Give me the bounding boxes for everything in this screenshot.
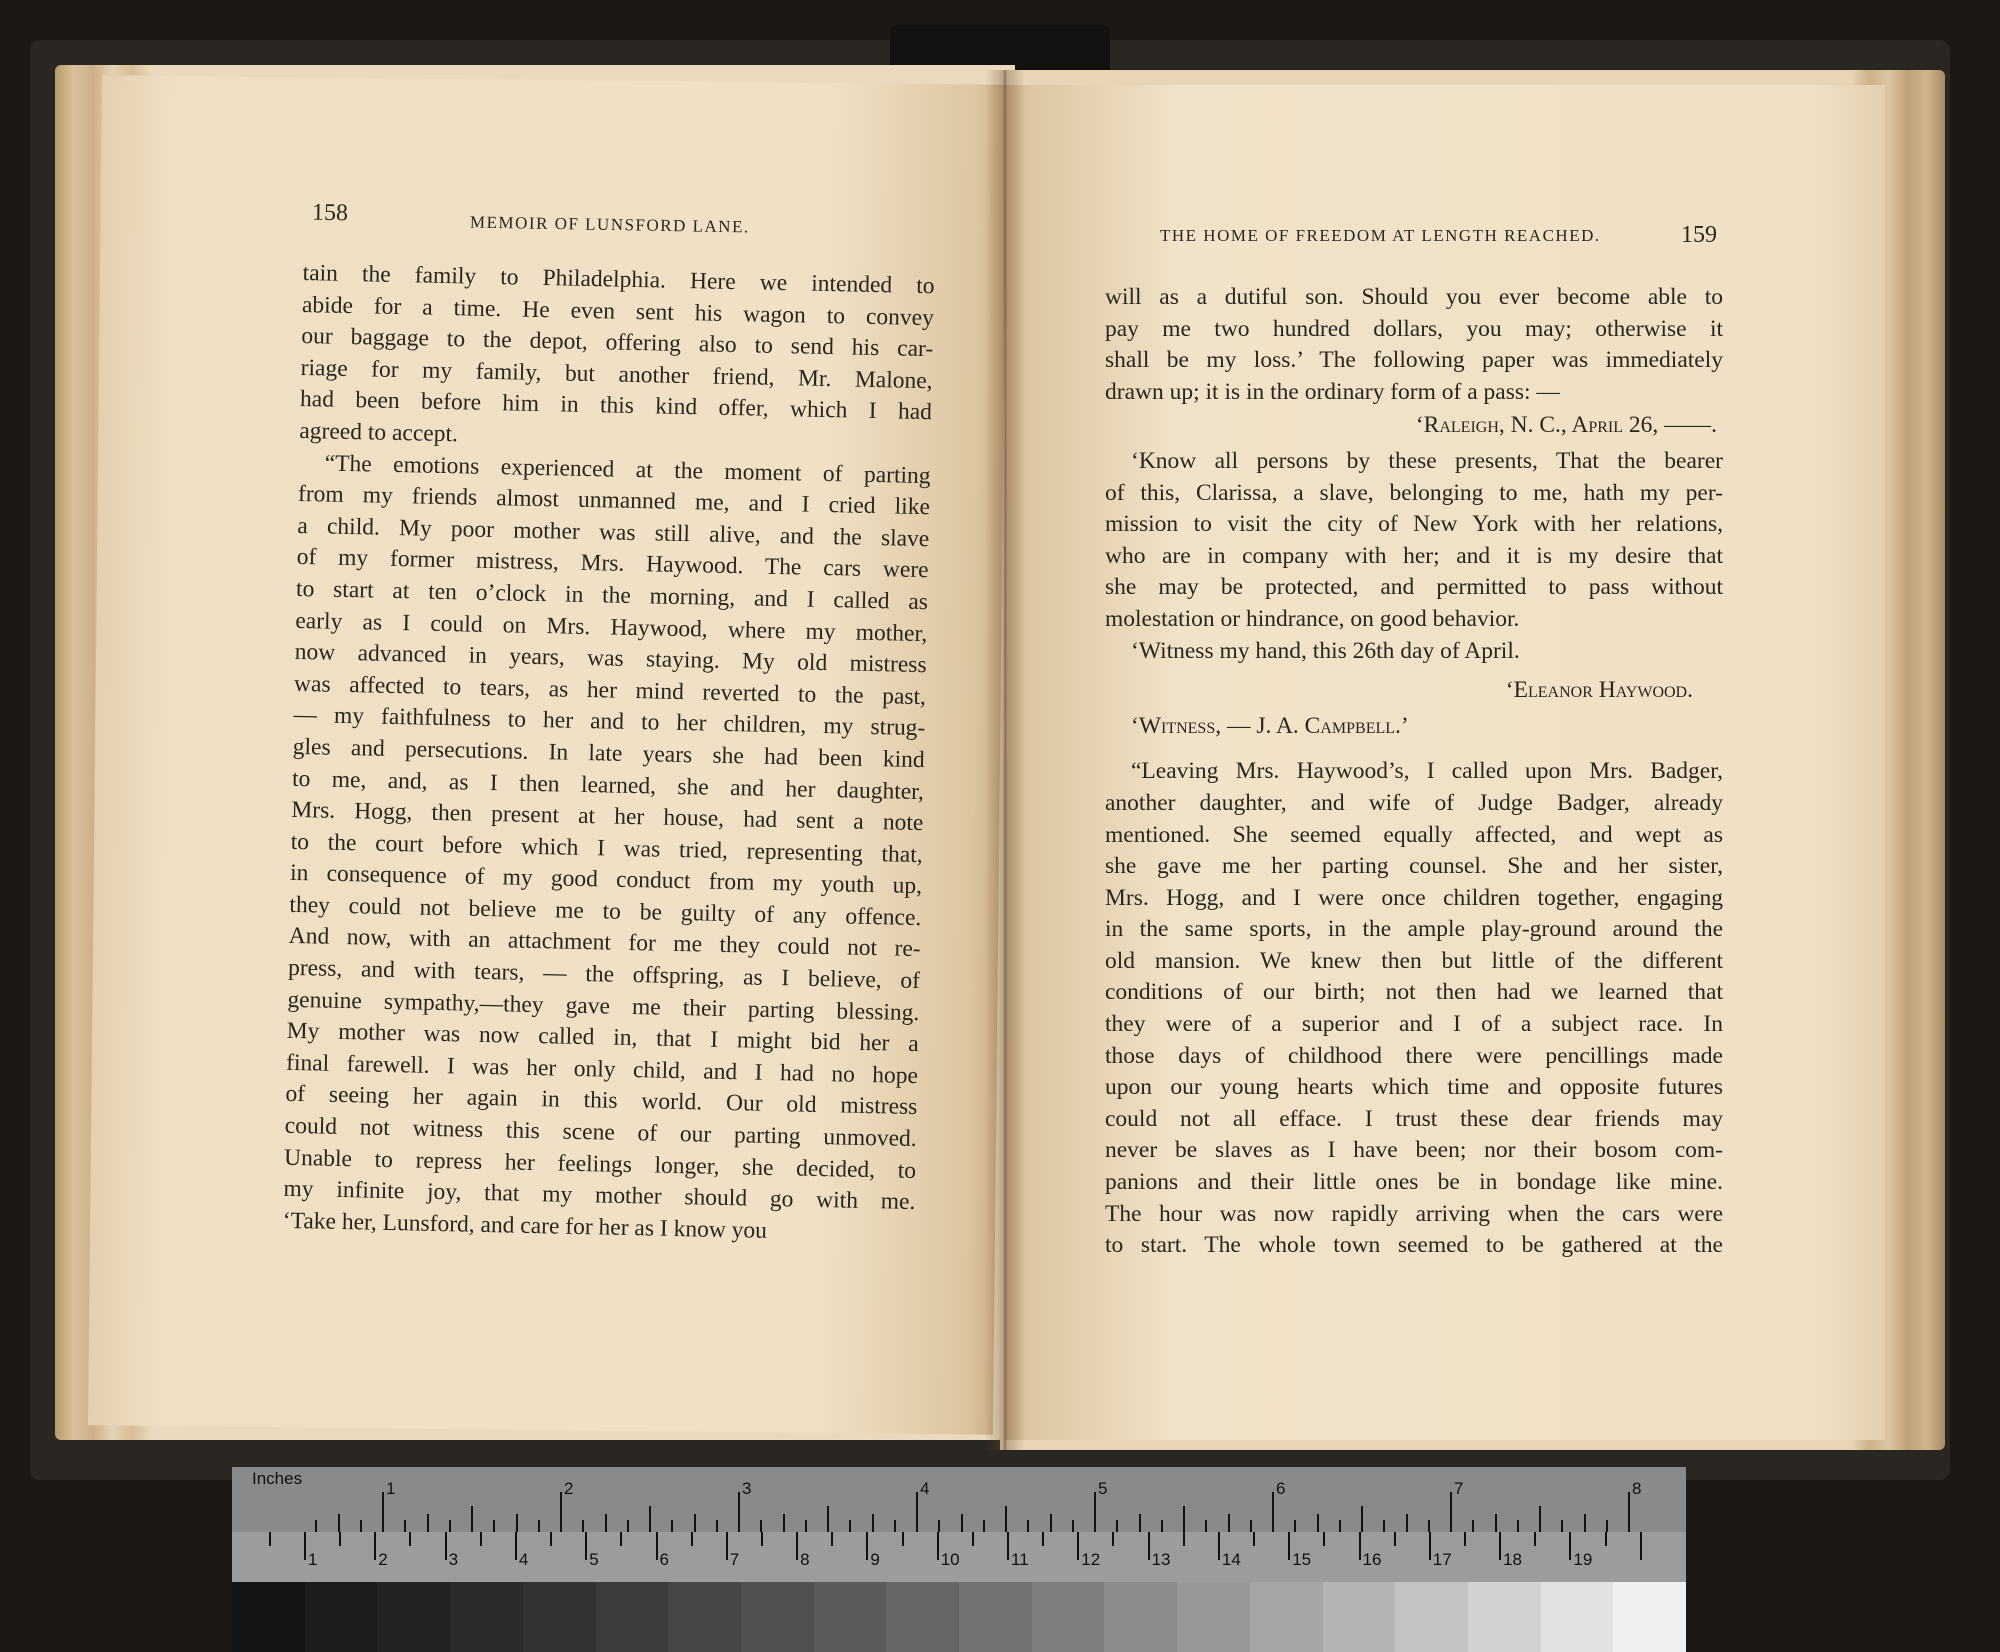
inch-mark-label: 5 <box>1098 1479 1108 1498</box>
ruler-tick <box>1584 1514 1586 1532</box>
greyscale-patch <box>1395 1582 1468 1652</box>
text-line: final farewell. I was her only child, and I had no hope <box>285 1049 919 1089</box>
ruler-tick <box>1429 1532 1431 1560</box>
ruler-tick <box>649 1506 651 1532</box>
ruler-tick <box>1317 1514 1319 1532</box>
cm-mark-label: 9 <box>870 1550 880 1569</box>
text-line: The hour was now rapidly arriving when the cars were <box>1105 1200 1723 1227</box>
ruler-tick <box>1007 1532 1009 1560</box>
left-running-head: MEMOIR OF LUNSFORD LANE. <box>469 212 750 237</box>
text-line: — my faithfulness to her and to her children, my strug- <box>293 702 926 742</box>
text-line: to start at ten o’clock in the morning, and I called as <box>295 575 929 616</box>
ruler-tick <box>694 1514 696 1532</box>
cm-mark-label: 4 <box>518 1550 529 1569</box>
text-line: ‘Take her, Lunsford, and care for her as I know you <box>282 1207 768 1244</box>
book-gutter <box>985 70 1025 1450</box>
ruler-tick <box>382 1492 384 1532</box>
greyscale-patch <box>1468 1582 1541 1652</box>
text-line: “The emotions experienced at the moment of parting <box>324 450 931 489</box>
ruler-tick <box>796 1532 798 1560</box>
text-line: was affected to tears, as her mind reverted to the past, <box>293 670 927 710</box>
ruler-tick <box>872 1514 874 1532</box>
cm-mark-label: 14 <box>1221 1550 1241 1569</box>
cm-mark-label: 11 <box>1011 1550 1029 1569</box>
ruler-tick <box>1288 1532 1290 1560</box>
cm-mark-label: 13 <box>1151 1550 1171 1569</box>
inch-mark-label: 7 <box>1454 1479 1464 1498</box>
ruler-tick <box>339 1532 341 1546</box>
ruler-tick <box>1339 1520 1341 1532</box>
ruler-tick <box>1072 1520 1074 1532</box>
cm-mark-label: 12 <box>1081 1550 1101 1569</box>
ruler-tick <box>1272 1492 1274 1532</box>
ruler-tick <box>404 1520 406 1532</box>
text-line: of my former mistress, Mrs. Haywood. The cars were <box>296 544 929 584</box>
greyscale-patch <box>232 1582 305 1652</box>
ruler-tick <box>1495 1514 1497 1532</box>
ruler-tick <box>1450 1492 1452 1532</box>
left-page-text <box>282 258 934 1250</box>
ruler-tick <box>516 1514 518 1532</box>
ruler-tick <box>585 1532 587 1560</box>
pass-dateline: ‘Raleigh, N. C., April 26, ——. <box>1415 412 1717 439</box>
ruler-tick <box>972 1532 974 1546</box>
text-line: in the same sports, in the ample play-ground around the <box>1105 916 1723 943</box>
ruler-tick <box>560 1492 562 1532</box>
cm-mark-label: 18 <box>1503 1550 1523 1569</box>
cm-mark-label: 8 <box>800 1550 810 1569</box>
text-line: now advanced in years, was staying. My old mistress <box>294 639 927 679</box>
text-line: could not witness this scene of our parting unmoved. <box>284 1112 917 1153</box>
ruler-tick <box>374 1532 376 1560</box>
ruler-tick <box>1517 1520 1519 1532</box>
ruler-tick <box>1294 1520 1296 1532</box>
ruler-tick <box>1606 1520 1608 1532</box>
text-line: she may be protected, and permitted to pass without <box>1105 574 1723 601</box>
text-line: press, and with tears, — the offspring, as I believe, of <box>287 954 921 995</box>
right-page-number: 159 <box>1681 222 1717 248</box>
ruler-tick <box>627 1520 629 1532</box>
inch-mark-label: 4 <box>920 1479 930 1498</box>
ruler-tick <box>849 1520 851 1532</box>
inch-mark-label: 2 <box>564 1479 574 1498</box>
greyscale-patch <box>377 1582 450 1652</box>
text-line: drawn up; it is in the ordinary form of a pass: — <box>1105 378 1560 405</box>
ruler-tick <box>827 1506 829 1532</box>
greyscale-patch <box>305 1582 378 1652</box>
ruler-tick <box>620 1532 622 1546</box>
ruler-tick <box>916 1492 918 1532</box>
ruler-tick <box>1183 1506 1185 1532</box>
ruler-tick <box>656 1532 658 1560</box>
text-line: “Leaving Mrs. Haywood’s, I called upon Mrs. Badger, <box>1131 758 1723 785</box>
pass-witness: ‘Witness, — J. A. Campbell.’ <box>1131 712 1409 739</box>
ruler-tick <box>1628 1492 1630 1532</box>
text-line: tain the family to Philadelphia. Here we intended to <box>302 259 935 300</box>
text-line: of seeing her again in this world. Our old mistress <box>285 1081 918 1121</box>
ruler-tick <box>471 1506 473 1532</box>
ruler-tick <box>1116 1520 1118 1532</box>
text-line: she gave me her parting counsel. She and her sister, <box>1105 853 1723 880</box>
text-line: mission to visit the city of New York with her relations, <box>1105 511 1723 538</box>
text-line: those days of childhood there were pencillings made <box>1105 1042 1723 1069</box>
text-line: of this, Clarissa, a slave, belonging to me, hath my per- <box>1105 479 1723 506</box>
ruler-tick <box>1218 1532 1220 1560</box>
ruler-tick <box>409 1532 411 1546</box>
text-line: upon our young hearts which time and opposite futures <box>1105 1074 1723 1101</box>
greyscale-target <box>232 1582 1686 1652</box>
ruler-tick <box>866 1532 868 1560</box>
ruler-tick <box>983 1520 985 1532</box>
inch-scale <box>232 1467 1686 1532</box>
ruler-tick <box>831 1532 833 1546</box>
ruler-tick <box>315 1520 317 1532</box>
scale-ruler <box>232 1467 1686 1652</box>
ruler-tick <box>1605 1532 1607 1546</box>
witness-hand-line: ‘Witness my hand, this 26th day of April. <box>1131 637 1520 664</box>
ruler-tick <box>605 1514 607 1532</box>
text-line: mentioned. She seemed equally affected, and wept as <box>1105 821 1723 848</box>
ruler-tick <box>1205 1520 1207 1532</box>
inch-mark-label: 8 <box>1632 1479 1642 1498</box>
text-line: ‘Know all persons by these presents, That the bearer <box>1131 447 1723 474</box>
ruler-tick <box>515 1532 517 1560</box>
inch-mark-label: 6 <box>1276 1479 1286 1498</box>
ruler-tick <box>1148 1532 1150 1560</box>
centimeter-scale <box>232 1532 1686 1582</box>
text-line: in consequence of my good conduct from my youth up, <box>289 860 923 900</box>
ruler-tick <box>360 1520 362 1532</box>
text-line: from my friends almost unmanned me, and I cried like <box>297 481 931 521</box>
text-line: to me, and, as I then learned, she and her daughter, <box>291 765 925 805</box>
text-line: could not all efface. I trust these dear friends may <box>1105 1105 1723 1132</box>
ruler-tick <box>760 1520 762 1532</box>
cm-mark-label: 17 <box>1432 1550 1452 1569</box>
text-line: And now, with an attachment for me they could not re- <box>288 923 921 963</box>
ruler-tick <box>691 1532 693 1546</box>
greyscale-patch <box>1613 1582 1686 1652</box>
ruler-tick <box>1428 1520 1430 1532</box>
ruler-tick <box>671 1520 673 1532</box>
greyscale-patch <box>959 1582 1032 1652</box>
text-line: shall be my loss.’ The following paper was immediately <box>1105 347 1723 374</box>
ruler-tick <box>738 1492 740 1532</box>
ruler-tick <box>1228 1514 1230 1532</box>
text-line: pay me two hundred dollars, you may; otherwise it <box>1105 315 1723 342</box>
cm-mark-label: 7 <box>729 1550 740 1569</box>
text-line: riage for my family, but another friend, Mr. Malone, <box>300 354 933 394</box>
ruler-tick <box>1183 1532 1185 1546</box>
ruler-tick <box>1094 1492 1096 1532</box>
text-line: to start. The whole town seemed to be gathered at the <box>1105 1232 1723 1259</box>
cm-mark-label: 2 <box>378 1550 388 1569</box>
text-line: another daughter, and wife of Judge Badger, already <box>1105 789 1723 816</box>
ruler-tick <box>269 1532 271 1546</box>
text-line: my infinite joy, that my mother should go with me. <box>283 1176 916 1216</box>
text-line: agreed to accept. <box>299 417 459 448</box>
text-line: had been before him in this kind offer, which I had <box>299 386 933 426</box>
text-line: Mrs. Hogg, and I were once children together, engaging <box>1105 884 1723 911</box>
ruler-tick <box>1005 1506 1007 1532</box>
text-line: genuine sympathy,—they gave me their parting blessing. <box>287 986 920 1026</box>
text-line: My mother was now called in, that I might bid her a <box>286 1018 919 1058</box>
greyscale-patch <box>886 1582 959 1652</box>
greyscale-patch <box>1032 1582 1105 1652</box>
text-line: Unable to repress her feelings longer, she decided, to <box>283 1144 917 1184</box>
ruler-tick <box>1561 1520 1563 1532</box>
ruler-tick <box>1253 1532 1255 1546</box>
cm-mark-label: 3 <box>448 1550 459 1569</box>
ruler-tick <box>304 1532 306 1560</box>
ruler-tick <box>761 1532 763 1546</box>
inch-mark-label: 1 <box>386 1479 396 1498</box>
ruler-tick <box>1077 1532 1079 1560</box>
right-running-head: THE HOME OF FREEDOM AT LENGTH REACHED. <box>1160 226 1601 245</box>
text-line: abide for a time. He even sent his wagon to convey <box>301 291 935 331</box>
ruler-tick <box>338 1514 340 1532</box>
cm-mark-label: 5 <box>589 1550 599 1569</box>
text-line: old mansion. We knew then but little of the different <box>1105 947 1723 974</box>
left-page-number: 158 <box>311 199 349 227</box>
greyscale-patch <box>741 1582 814 1652</box>
text-line: Mrs. Hogg, then present at her house, had sent a note <box>291 796 924 837</box>
greyscale-patch <box>1177 1582 1250 1652</box>
ruler-tick <box>445 1532 447 1560</box>
ruler-tick <box>1499 1532 1501 1560</box>
ruler-tick <box>480 1532 482 1546</box>
cm-mark-label: 16 <box>1362 1550 1382 1569</box>
greyscale-patch <box>450 1582 523 1652</box>
ruler-tick <box>538 1520 540 1532</box>
text-line: early as I could on Mrs. Haywood, where my mother, <box>295 607 928 647</box>
ruler-tick <box>1539 1506 1541 1532</box>
greyscale-patch <box>596 1582 669 1652</box>
inches-label: Inches <box>252 1469 303 1488</box>
text-line: conditions of our birth; not then had we learned that <box>1105 979 1723 1006</box>
ruler-tick <box>1640 1532 1642 1560</box>
text-line: panions and their little ones be in bondage like mine. <box>1105 1169 1723 1196</box>
ruler-tick <box>1050 1514 1052 1532</box>
cm-mark-label: 19 <box>1573 1550 1593 1569</box>
ruler-tick <box>902 1532 904 1546</box>
ruler-tick <box>427 1514 429 1532</box>
ruler-tick <box>1112 1532 1114 1546</box>
inch-mark-label: 3 <box>742 1479 752 1498</box>
text-line: never be slaves as I have been; nor their bosom com- <box>1105 1137 1723 1164</box>
pass-signature: ‘Eleanor Haywood. <box>1505 677 1693 704</box>
ruler-tick <box>1406 1514 1408 1532</box>
greyscale-patch <box>1104 1582 1177 1652</box>
ruler-tick <box>1383 1520 1385 1532</box>
greyscale-patch <box>523 1582 596 1652</box>
ruler-tick <box>1534 1532 1536 1546</box>
ruler-tick <box>582 1520 584 1532</box>
ruler-tick <box>961 1514 963 1532</box>
greyscale-patch <box>1323 1582 1396 1652</box>
ruler-tick <box>1323 1532 1325 1546</box>
ruler-tick <box>1139 1514 1141 1532</box>
ruler-tick <box>1361 1506 1363 1532</box>
text-line: they could not believe me to be guilty of any offence. <box>289 891 922 931</box>
ruler-tick <box>894 1520 896 1532</box>
text-line: will as a dutiful son. Should you ever become able to <box>1105 284 1723 310</box>
text-line: who are in company with her; and it is my desire that <box>1105 542 1723 569</box>
greyscale-patch <box>1250 1582 1323 1652</box>
greyscale-patch <box>814 1582 887 1652</box>
ruler-tick <box>1464 1532 1466 1546</box>
cm-mark-label: 15 <box>1292 1550 1312 1569</box>
right-page-text <box>1105 282 1723 1262</box>
ruler-tick <box>938 1520 940 1532</box>
ruler-tick <box>1359 1532 1361 1560</box>
ruler-tick <box>1250 1520 1252 1532</box>
ruler-tick <box>550 1532 552 1546</box>
ruler-tick <box>726 1532 728 1560</box>
text-line: molestation or hindrance, on good behavior. <box>1105 605 1520 632</box>
ruler-tick <box>449 1520 451 1532</box>
ruler-tick <box>1161 1520 1163 1532</box>
ruler-tick <box>716 1520 718 1532</box>
cm-mark-label: 10 <box>940 1550 960 1569</box>
text-line: they were of a superior and I of a subject race. In <box>1105 1011 1723 1038</box>
text-line: to the court before which I was tried, representing that, <box>290 828 923 868</box>
ruler-tick <box>1569 1532 1571 1560</box>
ruler-tick <box>805 1520 807 1532</box>
cm-mark-label: 6 <box>659 1550 669 1569</box>
greyscale-patch <box>1541 1582 1614 1652</box>
text-line: a child. My poor mother was still alive, and the slave <box>297 512 930 552</box>
ruler-tick <box>1394 1532 1396 1546</box>
ruler-tick <box>937 1532 939 1560</box>
greyscale-patch <box>668 1582 741 1652</box>
ruler-tick <box>1472 1520 1474 1532</box>
text-line: gles and persecutions. In late years she had been kind <box>292 733 925 774</box>
ruler-tick <box>1042 1532 1044 1546</box>
text-line: our baggage to the depot, offering also to send his car- <box>301 323 934 363</box>
ruler-tick <box>783 1514 785 1532</box>
cm-mark-label: 1 <box>308 1550 318 1569</box>
ruler-tick <box>493 1520 495 1532</box>
ruler-tick <box>1027 1520 1029 1532</box>
